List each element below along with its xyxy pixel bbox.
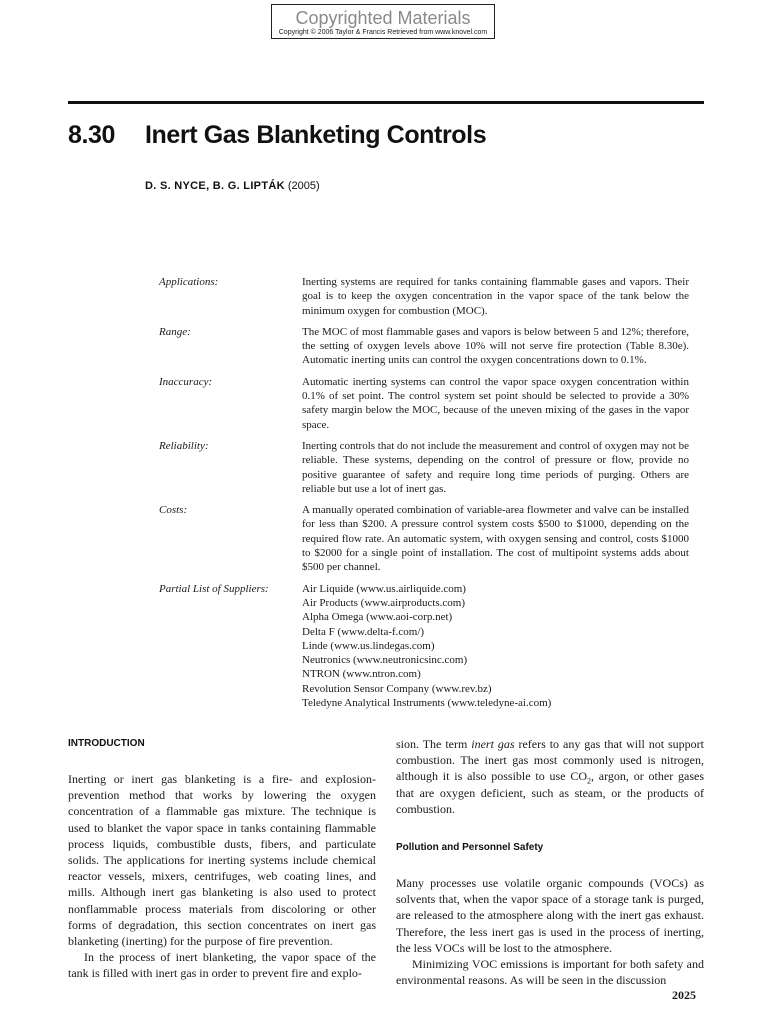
supplier-item: Linde (www.us.lindegas.com)	[302, 639, 435, 652]
spec-value: A manually operated combination of variable-area flowmeter and valve can be installed for less than $200. A pressure control system costs $500 to $1000, depending on the required flow rate. An automatic system, with oxygen sensing and control, costs $1000 to $2000 for a single point of installation. The cost of multipoint systems adds about $500 per channel.	[302, 504, 689, 574]
spec-row-applications	[159, 275, 689, 318]
copyright-stamp	[271, 4, 495, 39]
section-title	[68, 121, 486, 150]
right-p1-text-b: refers to any gas that will not support combustion. The inert gas most commonly used is nitrogen, although it is also possible to use CO	[396, 737, 704, 784]
page-number: 2025	[672, 988, 696, 1002]
right-p1-text-c: , argon, or other gases that are oxygen deficient, such as steam, or the products of combustion.	[396, 769, 704, 816]
spec-row-suppliers	[159, 582, 689, 711]
supplier-item: Teledyne Analytical Instruments (www.teledyne-ai.com)	[302, 697, 552, 710]
supplier-item: Air Products (www.airproducts.com)	[302, 596, 466, 609]
spec-value: Inerting controls that do not include the measurement and control of oxygen may not be reliable. These systems, depending on the control of pressure or flow, provide no positive guarantee of safety and require long time periods of purging. Others are reliable but use a lot of inert gas.	[302, 439, 689, 495]
right-p1-text-a: sion. The term	[396, 737, 472, 751]
spec-label: Partial List of Suppliers:	[159, 582, 269, 595]
stamp-title: Copyrighted Materials	[295, 8, 471, 28]
spec-label: Range:	[159, 325, 191, 338]
section-number: 8.30	[68, 121, 116, 149]
spec-label: Applications:	[159, 276, 219, 288]
spec-label: Reliability:	[159, 439, 209, 452]
supplier-item: Delta F (www.delta-f.com/)	[302, 625, 425, 638]
spec-row-range	[159, 325, 689, 368]
supplier-item: Neutronics (www.neutronicsinc.com)	[302, 654, 468, 667]
specification-table	[159, 275, 689, 717]
right-column	[396, 736, 704, 988]
section-title-text: Inert Gas Blanketing Controls	[145, 121, 487, 149]
spec-row-inaccuracy	[159, 375, 689, 432]
pollution-safety-heading: Pollution and Personnel Safety	[396, 842, 544, 854]
spec-value: Inerting systems are required for tanks containing flammable gases and vapors. Their goal is to keep the oxygen concentration in the vapor space of the tank below the minimum oxygen for combustion (MOC).	[302, 276, 689, 317]
introduction-heading: INTRODUCTION	[68, 738, 145, 749]
header-rule	[68, 101, 704, 104]
supplier-item: NTRON (www.ntron.com)	[302, 668, 421, 681]
supplier-item: Revolution Sensor Company (www.rev.bz)	[302, 682, 492, 695]
spec-value: Automatic inerting systems can control the vapor space oxygen concentration within 0.1% of set point. The control system set point should be selected to provide a 30% safety margin below the MOC, because of the uneven mixing of the gases in the vapor space.	[302, 375, 689, 431]
intro-paragraph-2: In the process of inert blanketing, the vapor space of the tank is filled with inert gas in order to prevent fire and explo-	[68, 950, 376, 981]
right-paragraph-2: Many processes use volatile organic compounds (VOCs) as solvents that, when the vapor space of a storage tank is purged, are released to the atmosphere along with the inert gas exhaust. Therefore, the less inert gas is used in the process of inerting, the less VOCs will be lost to the atmosphere.	[396, 876, 704, 955]
inert-gas-term: inert gas	[471, 737, 515, 751]
spec-value: The MOC of most flammable gases and vapors is below between 5 and 12%; therefore, the setting of oxygen levels above 10% will not serve fire protection (Table 8.30e). Automatic inerting units can control the oxygen concentrations down to 0.1%.	[302, 325, 689, 367]
authors-line	[145, 180, 320, 192]
author-year: (2005)	[287, 180, 320, 192]
spec-label: Inaccuracy:	[159, 375, 213, 388]
author-names: D. S. NYCE, B. G. LIPTÁK	[145, 180, 285, 192]
co2-subscript: 2	[587, 776, 591, 786]
spec-label: Costs:	[159, 504, 188, 517]
spec-row-reliability	[159, 439, 689, 496]
left-column	[68, 736, 376, 982]
stamp-subtitle: Copyright © 2006 Taylor & Francis Retrieved from www.knovel.com	[278, 29, 488, 36]
supplier-list	[302, 582, 689, 711]
supplier-item: Alpha Omega (www.aoi-corp.net)	[302, 611, 453, 624]
right-paragraph-1	[396, 736, 704, 817]
intro-paragraph-1: Inerting or inert gas blanketing is a fire- and explosion-prevention method that works by lowering the oxygen concentration of a flammable gas mixture. The technique is used to blanket the vapor space in tanks containing flammable process liquids, combustible dusts, fibers, and particulate solids. The applications for inerting systems include chemical reactor vessels, mixers, centrifuges, web coating lines, and mills. Although inert gas blanketing is also used to protect nonflammable process materials from discoloring or other forms of degradation, this section concentrates on inert gas blanketing (inerting) for the purpose of fire prevention.	[68, 772, 376, 949]
right-paragraph-3: Minimizing VOC emissions is important for both safety and environmental reasons. As will be seen in the discussion	[396, 957, 704, 988]
supplier-item: Air Liquide (www.us.airliquide.com)	[302, 582, 466, 595]
spec-row-costs	[159, 503, 689, 574]
